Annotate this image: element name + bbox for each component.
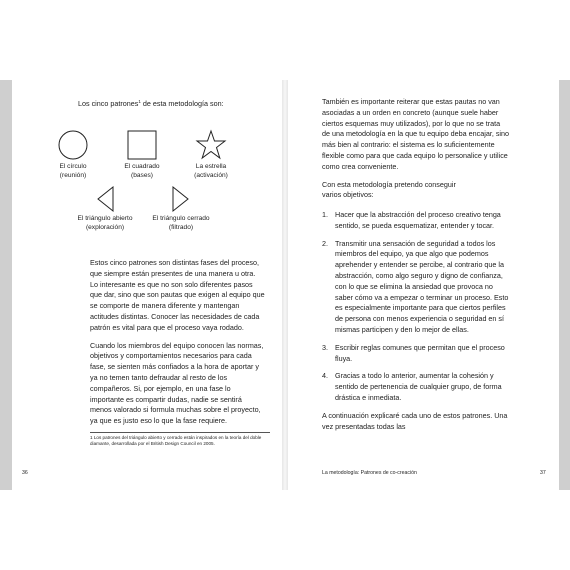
running-head: La metodología: Patrones de co-creación bbox=[322, 470, 417, 476]
closing-paragraph: A continuación explicaré cada uno de estos patrones. Una vez presentadas todas las bbox=[322, 410, 508, 431]
patterns-diagram bbox=[46, 125, 246, 245]
left-paragraph-1: Estos cinco patrones son distintas fases del proceso, que siempre están presentes de una manera u otra. Lo interesante es que no son solo diferentes pasos que dar, sino que son pautas que exigen al equipo que se comporte de manera diferente y mantengan actitudes distintas. Conocer las necesidades de cada patrón es vital para que el proceso vaya rodado. bbox=[90, 258, 265, 332]
shape-label-square: El cuadrado (bases) bbox=[124, 163, 160, 179]
list-item: 1. Hacer que la abstracción del proceso creativo tenga sentido, se pueda esquematizar, entender y tocar. bbox=[322, 210, 501, 230]
page-number-right: 37 bbox=[540, 470, 546, 476]
footnote: 1 Los patrones del triángulo abierto y cerrado están inspirados en la teoría del doble diamante, desarrollada por el British Design Council en 2005. bbox=[90, 432, 270, 447]
right-paragraph-1: También es importante reiterar que estas pautas no van asociadas a un orden en concreto (aunque suele haber ciertos esquemas muy utilizados), por lo que no se trata de una metodología en la que tu equipo deba encajar, sino más bien al contrario: el sistema es lo suficientemente flexible como para que cada equipo lo personalice y utilice como crea conveniente. bbox=[322, 97, 510, 171]
open-triangle-icon bbox=[98, 187, 113, 211]
right-paragraph-2: Con esta metodología pretendo conseguir varios objetivos: bbox=[322, 179, 456, 200]
page-number-left: 36 bbox=[22, 470, 28, 476]
shape-label-open-triangle: El triángulo abierto (exploración) bbox=[77, 215, 133, 231]
footnote-marker: 1 bbox=[138, 99, 141, 104]
book-gutter bbox=[282, 80, 288, 490]
square-icon bbox=[128, 131, 156, 159]
left-body bbox=[90, 258, 265, 434]
shape-label-closed-triangle: El triángulo cerrado (filtrado) bbox=[152, 215, 210, 231]
shape-label-star: La estrella (activación) bbox=[194, 163, 228, 179]
list-item: 2. Transmitir una sensación de seguridad a todos los miembros del equipo, ya que algo que podemos aprehender y entender se percibe, al contrario que la abstracción, como algo seguro y digno de confianza, con lo que se elimina la ansiedad que provoca no saber cómo va a empezar o terminar un proceso. Esto es especialmente importante para que ciertos perfiles de persona con menos experiencia o seguridad en sí mismas participen y den lo mejor de ellas. bbox=[322, 238, 509, 334]
closed-triangle-icon bbox=[173, 187, 188, 211]
right-body bbox=[322, 97, 510, 208]
intro-text: Los cinco patrones$^1$ de esta metodología son: bbox=[78, 99, 224, 108]
star-icon bbox=[197, 131, 225, 158]
objectives-list bbox=[322, 210, 510, 439]
shape-label-circle: El círculo (reunión) bbox=[59, 163, 87, 179]
list-item: 4. Gracias a todo lo anterior, aumentar la cohesión y sentido de pertenencia de cualquier grupo, de forma drástica e inmediata. bbox=[322, 371, 502, 402]
left-paragraph-2: Cuando los miembros del equipo conocen las normas, objetivos y comportamientos necesarios para cada fase, se sienten más confiados a la hora de aportar y ya no temen tanto defraudar al resto de los compañeros. Si, por ejemplo, en una fase lo importante es compartir dudas, nadie se sentirá menos valorado si formula muchas sobre el proyecto, ya que es justo eso lo que la fase requiere. bbox=[90, 340, 264, 426]
list-item: 3. Escribir reglas comunes que permitan que el proceso fluya. bbox=[322, 342, 505, 363]
circle-icon bbox=[59, 131, 87, 159]
